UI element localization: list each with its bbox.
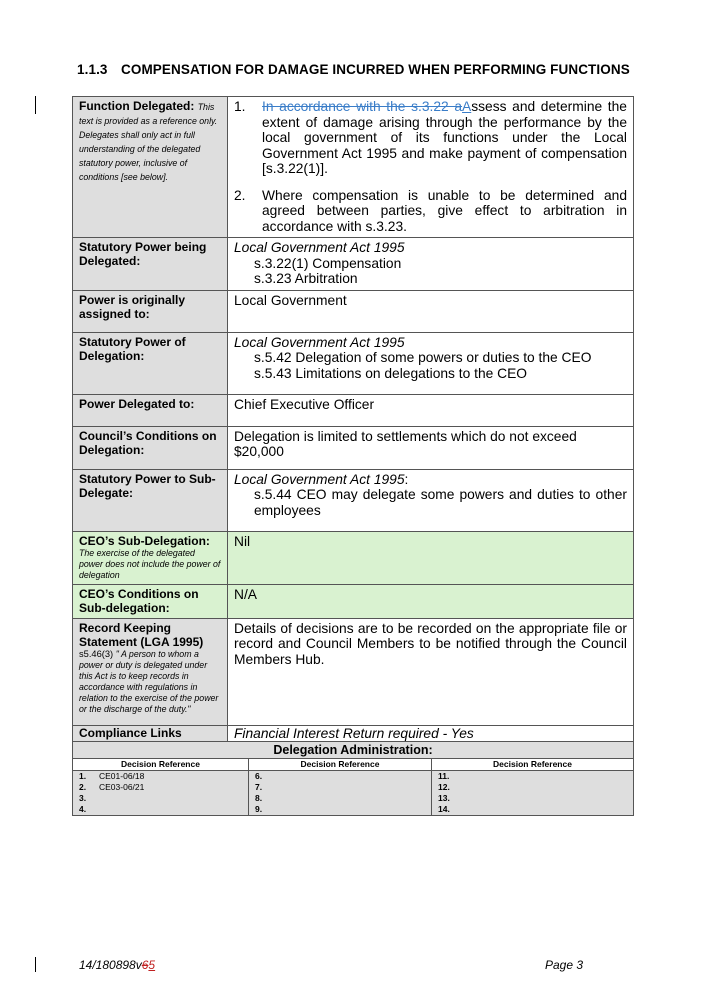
delegation-table — [72, 96, 634, 816]
decision-reference-header: Decision Reference — [432, 759, 634, 771]
function-item-2: 2. Where compensation is unable to be determined and agreed between parties, give effect to arbitration in accordance with s.3.23. — [234, 187, 627, 234]
function-delegated-label-cell — [73, 97, 228, 238]
ceo-sub-delegation-note: The exercise of the delegated power does not include the power of delegation — [79, 547, 221, 580]
decision-reference-table — [73, 759, 633, 815]
function-item-1: 1. In accordance with the s.3.22 aAssess and determine the extent of damage arising through the performance by the local government of its functions under the Local Government Act 1995 and make payment of compensation [s.3.22(1)]. — [234, 99, 627, 176]
change-bar-footer — [35, 957, 36, 972]
decision-entry: 12. — [438, 782, 450, 792]
sub-delegate-label: Statutory Power to Sub-Delegate: — [73, 469, 228, 531]
decision-reference-header: Decision Reference — [73, 759, 249, 771]
decision-reference-header: Decision Reference — [249, 759, 432, 771]
delegated-to-label: Power Delegated to: — [73, 394, 228, 426]
decision-entry: 6. — [255, 771, 263, 781]
decision-column-3 — [432, 771, 634, 816]
record-keeping-value: Details of decisions are to be recorded on the appropriate file or record and Council Members to be notified through the Council Members Hub. — [228, 618, 634, 725]
statutory-power-label: Statutory Power being Delegated: — [73, 238, 228, 291]
tracked-insertion: A — [462, 99, 472, 114]
decision-entry: 4. — [79, 804, 87, 814]
ceo-conditions-value: N/A — [228, 584, 634, 618]
change-bar — [35, 96, 36, 114]
power-of-delegation-label: Statutory Power of Delegation: — [73, 332, 228, 394]
record-keeping-label-cell — [73, 618, 228, 725]
council-conditions-label: Council’s Conditions on Delegation: — [73, 426, 228, 469]
originally-assigned-value: Local Government — [228, 290, 634, 332]
function-delegated-note: This text is provided as a reference only. Delegates shall only act in full understanding of the delegated statutory power, inclusive of conditions [see below]. — [79, 102, 218, 182]
statutory-power-value: Local Government Act 1995 s.3.22(1) Compensation s.3.23 Arbitration — [228, 238, 634, 291]
administration-cell — [73, 759, 634, 816]
decision-entry: 14. — [438, 804, 450, 814]
decision-entry: 2. CE03-06/21 — [79, 782, 145, 792]
record-keeping-label: Record Keeping Statement (LGA 1995) — [79, 620, 204, 649]
section-number: 1.1.3 — [77, 62, 108, 77]
ceo-conditions-label: CEO’s Conditions on Sub-delegation: — [73, 584, 228, 618]
decision-column-1 — [73, 771, 249, 816]
administration-title: Delegation Administration: — [73, 742, 634, 759]
function-delegated-value — [228, 97, 634, 238]
decision-entry: 1. CE01-06/18 — [79, 771, 145, 781]
record-keeping-note: " A person to whom a power or duty is delegated under this Act is to keep records in accordance with regulations in relation to the exercise of the power or the discharge of the duty." — [79, 648, 219, 714]
footer-inserted-version: 5 — [148, 958, 156, 972]
sub-delegate-value: Local Government Act 1995: s.5.44 CEO may delegate some powers and duties to other employees — [228, 469, 634, 531]
compliance-label: Compliance Links — [73, 725, 228, 742]
decision-entry: 13. — [438, 793, 450, 803]
decision-entry: 7. — [255, 782, 263, 792]
power-of-delegation-value: Local Government Act 1995 s.5.42 Delegation of some powers or duties to the CEO s.5.43 Limitations on delegations to the CEO — [228, 332, 634, 394]
section-heading — [77, 62, 630, 77]
function-delegated-label: Function Delegated: — [79, 99, 195, 113]
originally-assigned-label: Power is originally assigned to: — [73, 290, 228, 332]
decision-entry: 3. — [79, 793, 87, 803]
decision-entry: 11. — [438, 771, 450, 781]
document-reference: 14/180898v65 — [79, 958, 156, 972]
ceo-sub-delegation-label-cell — [73, 531, 228, 584]
decision-rows — [73, 771, 633, 816]
tracked-deletion: In accordance with the s.3.22 a — [262, 99, 463, 114]
council-conditions-value: Delegation is limited to settlements which do not exceed $20,000 — [228, 426, 634, 469]
record-keeping-ref: s5.46(3) — [79, 648, 114, 659]
footer-deleted-version: 6 — [141, 958, 149, 972]
section-title: COMPENSATION FOR DAMAGE INCURRED WHEN PERFORMING FUNCTIONS — [121, 62, 630, 77]
compliance-value: Financial Interest Return required - Yes — [228, 725, 634, 742]
ceo-sub-delegation-label: CEO’s Sub-Delegation: — [79, 533, 210, 548]
page-number: Page 3 — [545, 958, 584, 972]
decision-column-2 — [249, 771, 432, 816]
decision-entry: 8. — [255, 793, 263, 803]
delegated-to-value: Chief Executive Officer — [228, 394, 634, 426]
ceo-sub-delegation-value: Nil — [228, 531, 634, 584]
decision-entry: 9. — [255, 804, 263, 814]
